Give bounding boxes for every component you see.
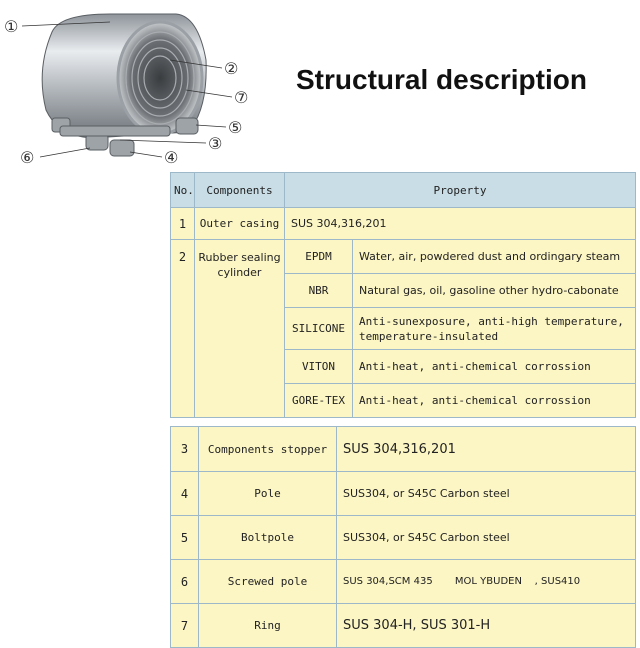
row-no: 2 — [171, 240, 195, 418]
header-components: Components — [195, 173, 285, 208]
row-no: 1 — [171, 208, 195, 240]
row-component: Rubber sealing cylinder — [195, 240, 285, 418]
header-no: No. — [171, 173, 195, 208]
callout-4: ④ — [164, 148, 179, 167]
table-row — [171, 240, 636, 274]
callout-7: ⑦ — [234, 88, 249, 107]
material-name: GORE-TEX — [285, 384, 353, 418]
material-property: Natural gas, oil, gasoline other hydro-cabonate — [353, 274, 636, 308]
row-no: 6 — [171, 560, 199, 604]
table-row — [171, 560, 636, 604]
header-property: Property — [285, 173, 636, 208]
row-component: Pole — [199, 472, 337, 516]
row-property: SUS 304,316,201 — [337, 427, 636, 472]
row-component: Boltpole — [199, 516, 337, 560]
table-row — [171, 472, 636, 516]
row-property: SUS304, or S45C Carbon steel — [337, 516, 636, 560]
row-component: Components stopper — [199, 427, 337, 472]
table-header-row — [171, 173, 636, 208]
row-component: Screwed pole — [199, 560, 337, 604]
row-property: SUS304, or S45C Carbon steel — [337, 472, 636, 516]
row-property: SUS 304-H, SUS 301-H — [337, 604, 636, 648]
material-name: VITON — [285, 350, 353, 384]
row-property: SUS 304,316,201 — [285, 208, 636, 240]
sealing-cylinder-opening — [118, 22, 202, 134]
table-row — [171, 427, 636, 472]
pipe-coupling-illustration — [0, 0, 280, 180]
callout-5: ⑤ — [228, 118, 243, 137]
table-row — [171, 516, 636, 560]
row-no: 3 — [171, 427, 199, 472]
row-component: Outer casing — [195, 208, 285, 240]
structure-table-bottom — [170, 426, 636, 648]
material-property: Anti-heat, anti-chemical corrossion — [353, 384, 636, 418]
table-row — [171, 604, 636, 648]
callout-1: ① — [4, 17, 19, 36]
callout-6: ⑥ — [20, 148, 35, 167]
material-property: Anti-sunexposure, anti-high temperature, temperature-insulated — [353, 308, 636, 350]
material-name: EPDM — [285, 240, 353, 274]
page-title: Structural description — [296, 64, 587, 95]
material-name: SILICONE — [285, 308, 353, 350]
material-name: NBR — [285, 274, 353, 308]
table-row — [171, 208, 636, 240]
row-no: 7 — [171, 604, 199, 648]
material-property: Anti-heat, anti-chemical corrossion — [353, 350, 636, 384]
row-component: Ring — [199, 604, 337, 648]
row-no: 4 — [171, 472, 199, 516]
material-property: Water, air, powdered dust and ordingary steam — [353, 240, 636, 274]
callout-2: ② — [224, 59, 239, 78]
row-property: SUS 304,SCM 435 MOL YBUDEN , SUS410 — [337, 560, 636, 604]
structure-table-top — [170, 172, 636, 418]
callout-3: ③ — [208, 134, 223, 153]
row-no: 5 — [171, 516, 199, 560]
